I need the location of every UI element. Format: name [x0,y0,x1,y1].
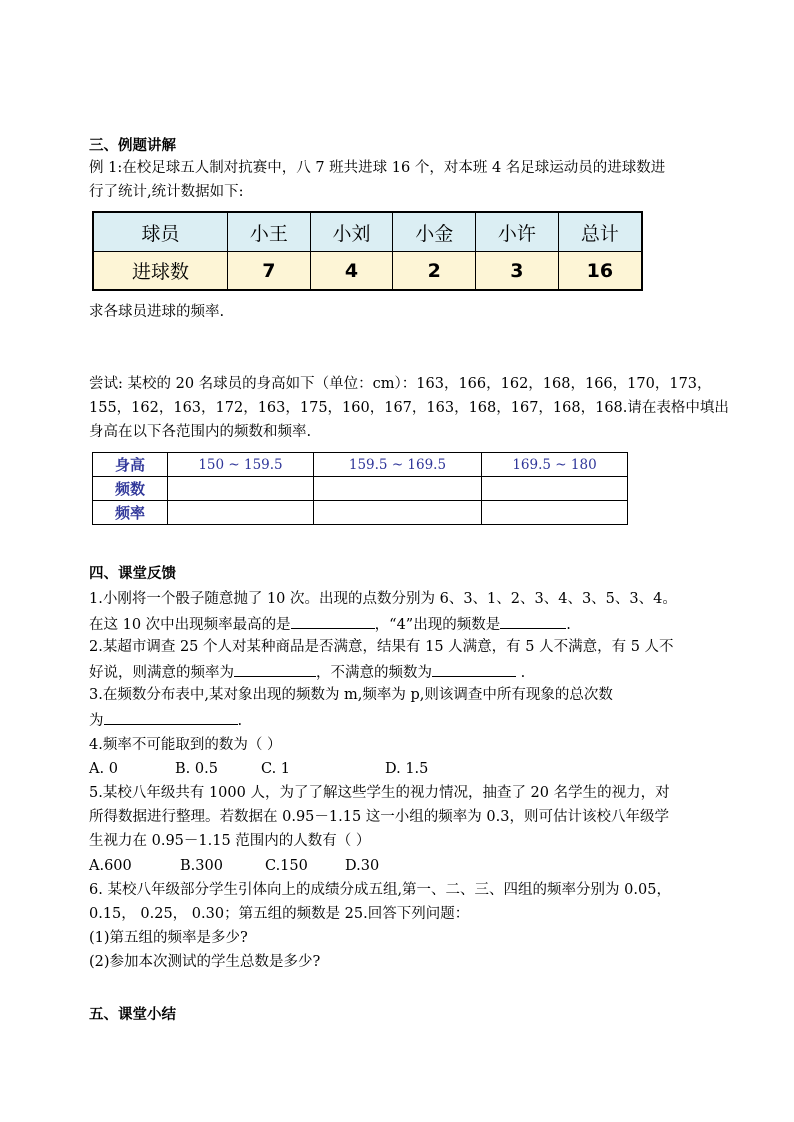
height-row-label: 身高 [93,453,168,477]
question-6-sub-2: (2)参加本次测试的学生总数是多少? [89,954,321,970]
question-2-line-2 [89,661,709,683]
goals-table-value: 4 [310,252,393,291]
try-line-2: 155，162，163，172，163，175，160，167，163，168，167，168，168.请在表格中填出 [89,400,729,416]
empty-answer-cell [168,477,314,501]
answer-blank [291,613,375,629]
question-3-text-a: 为 [89,713,104,729]
goals-table-data-row [93,252,642,291]
height-range-cell: 169.5 ~ 180 [482,453,628,477]
empty-answer-cell [313,501,481,525]
try-line-3: 身高在以下各范围内的频数和频率. [89,424,312,440]
question-3-line-2 [89,709,709,731]
answer-blank [500,613,566,629]
example-1-question: 求各球员进球的频率. [89,304,225,320]
section-3-title: 三、例题讲解 [89,138,176,154]
option-c: C. 1 [261,761,291,777]
question-4-line-1: 4.频率不可能取到的数为（ ） [89,737,282,753]
answer-blank [234,661,316,677]
frequency-rate-row-label: 频率 [93,501,168,525]
question-1-text-a: 在这 10 次中出现频率最高的是 [89,617,291,633]
goals-table-header-row [93,212,642,252]
question-5-options [89,856,709,876]
question-2-text-a: 好说，则满意的频率为 [89,665,234,681]
question-3-text-b: . [237,713,243,729]
goals-table-header-cell: 小刘 [310,212,393,252]
question-2-line-1: 2.某超市调查 25 个人对某种商品是否满意，结果有 15 人满意，有 5 人不满意，有 5 人不 [89,639,674,655]
goals-table-header-cell: 小许 [476,212,559,252]
goals-table-header-cell: 小金 [393,212,476,252]
height-row [93,453,628,477]
goals-table-value: 3 [476,252,559,291]
frequency-rate-row [93,501,628,525]
empty-answer-cell [168,501,314,525]
option-b: B.300 [180,858,223,874]
goals-table-value: 2 [393,252,476,291]
height-range-cell: 159.5 ~ 169.5 [313,453,481,477]
goals-table [92,211,643,291]
question-5-line-3: 生视力在 0.95－1.15 范围内的人数有（ ） [89,833,371,849]
goals-table-value: 7 [228,252,311,291]
question-5-line-2: 所得数据进行整理。若数据在 0.95－1.15 这一小组的频率为 0.3，则可估计该校八年级学 [89,809,669,825]
question-1-text-b: ，“4”出现的频数是 [374,617,501,633]
option-c: C.150 [265,858,308,874]
question-4-options [89,759,709,779]
option-a: A.600 [89,858,132,874]
example-1-line-2: 行了统计,统计数据如下: [89,184,244,200]
frequency-count-row [93,477,628,501]
goals-table-row-label: 进球数 [93,252,228,291]
answer-blank [104,709,238,725]
goals-table-header-cell: 小王 [228,212,311,252]
question-1-line-2 [89,613,709,635]
question-6-line-1: 6. 某校八年级部分学生引体向上的成绩分成五组,第一、二、三、四组的频率分别为 0.05， [89,882,671,898]
question-5-line-1: 5.某校八年级共有 1000 人，为了了解这些学生的视力情况，抽查了 20 名学生的视力，对 [89,785,670,801]
goals-table-value: 16 [558,252,642,291]
option-d: D.30 [345,858,380,874]
question-2-text-c: . [516,665,526,681]
goals-table-header-cell: 球员 [93,212,228,252]
height-range-cell: 150 ~ 159.5 [168,453,314,477]
goals-table-header-cell: 总计 [558,212,642,252]
empty-answer-cell [313,477,481,501]
question-6-line-2: 0.15， 0.25， 0.30；第五组的频数是 25.回答下列问题： [89,906,470,922]
question-3-line-1: 3.在频数分布表中,某对象出现的频数为 m,频率为 p,则该调查中所有现象的总次数 [89,687,613,703]
question-6-sub-1: (1)第五组的频率是多少? [89,930,248,946]
frequency-count-row-label: 频数 [93,477,168,501]
option-d: D. 1.5 [385,761,429,777]
try-line-1: 尝试: 某校的 20 名球员的身高如下（单位：cm）：163，166，162，168，166，170，173， [89,376,712,392]
question-1-line-1: 1.小刚将一个骰子随意抛了 10 次。出现的点数分别为 6、3、1、2、3、4、3、5、3、4。 [89,591,677,607]
section-4-title: 四、课堂反馈 [89,566,176,582]
empty-answer-cell [482,501,628,525]
height-frequency-table [92,452,628,525]
section-5-title: 五、课堂小结 [89,1007,176,1023]
option-a: A. 0 [89,761,118,777]
answer-blank [432,661,516,677]
question-2-text-b: ，不满意的频数为 [316,665,432,681]
empty-answer-cell [482,477,628,501]
example-1-line-1: 例 1:在校足球五人制对抗赛中，八 7 班共进球 16 个，对本班 4 名足球运动员的进球数进 [89,160,666,176]
question-1-text-c: . [566,617,571,633]
option-b: B. 0.5 [175,761,218,777]
